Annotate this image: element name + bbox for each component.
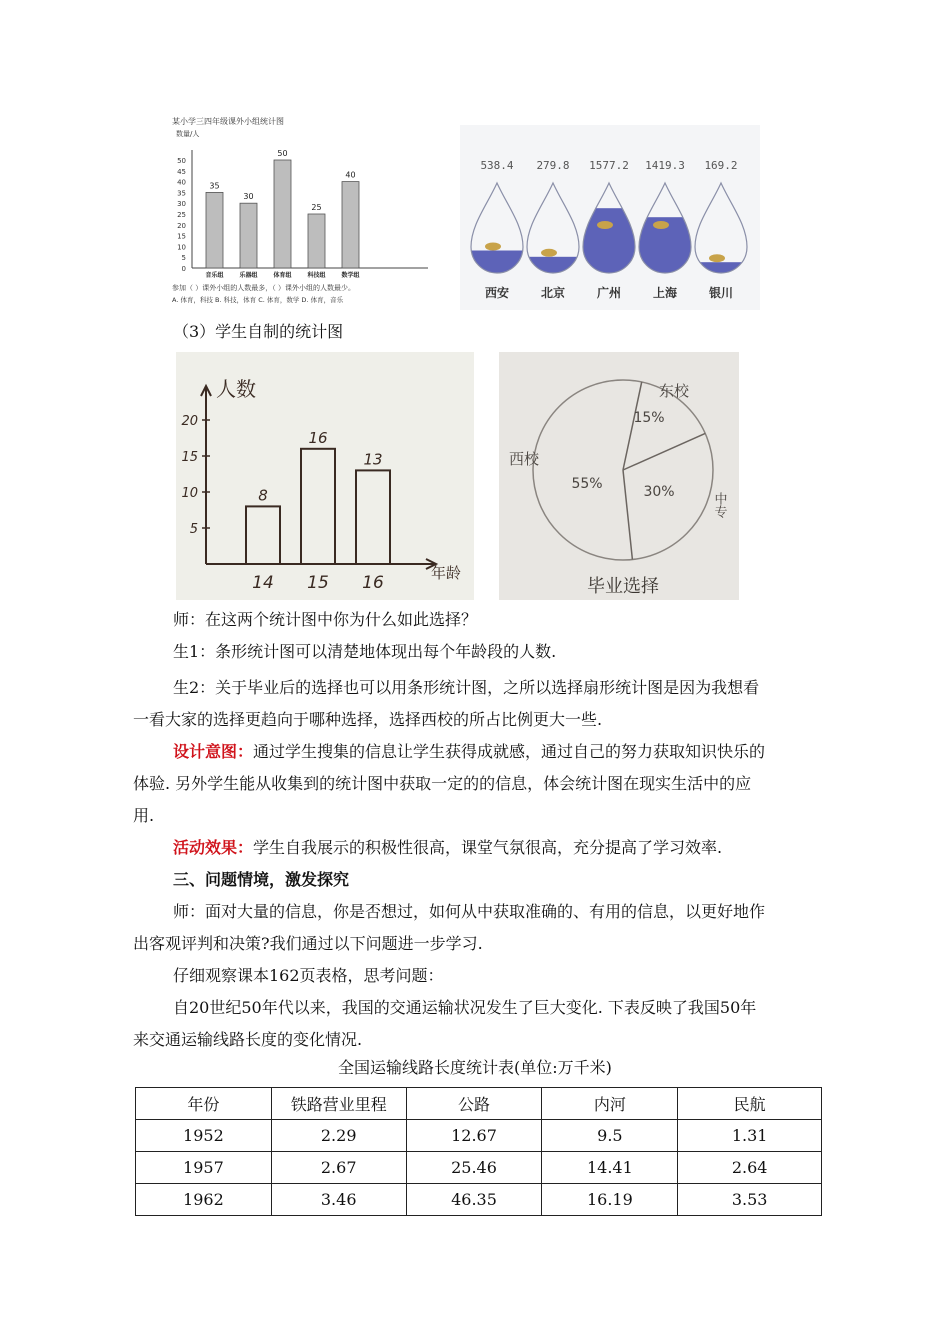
student2-answer-line2: 一看大家的选择更趋向于哪种选择，选择西校的所占比例更大一些.	[133, 710, 603, 729]
context-line1: 自20世纪50年代以来，我国的交通运输状况发生了巨大变化. 下表反映了我国50年	[173, 998, 757, 1017]
slice-divider	[623, 470, 632, 560]
table-cell: 1.31	[678, 1120, 822, 1152]
bar	[301, 449, 335, 564]
y-axis-label: 人数	[216, 377, 256, 401]
design-intent-line2: 体验. 另外学生能从收集到的统计图中获取一定的的信息，体会统计图在现实生活中的应	[133, 774, 752, 793]
col-railway: 铁路营业里程	[271, 1088, 406, 1120]
table-cell: 1957	[136, 1152, 272, 1184]
table-row	[136, 1120, 822, 1152]
rainfall-value: 279.8	[536, 159, 570, 172]
table-row	[136, 1152, 822, 1184]
bar-value-label: 35	[209, 181, 220, 191]
bar-value-label: 50	[277, 149, 288, 158]
table-cell: 3.53	[678, 1184, 822, 1216]
y-tick-label: 10	[181, 486, 198, 501]
table-title: 全国运输线路长度统计表(单位:万千米)	[338, 1058, 612, 1077]
chart-title: 某小学三四年级课外小组统计图	[172, 117, 284, 126]
y-tick-label: 35	[177, 189, 186, 198]
table-cell: 1952	[136, 1120, 272, 1152]
chart-title: 毕业选择	[587, 576, 659, 597]
x-tick-label: 15	[307, 573, 329, 593]
rainfall-value: 169.2	[704, 159, 738, 172]
table-cell: 25.46	[406, 1152, 542, 1184]
bar-value-label: 40	[345, 170, 356, 180]
teacher-intro-line1: 师：面对大量的信息，你是否想过，如何从中获取准确的、有用的信息，以更好地作	[173, 902, 766, 921]
x-tick-label: 音乐组	[205, 272, 224, 279]
sub3-heading: （3）学生自制的统计图	[173, 322, 344, 341]
table-cell: 3.46	[271, 1184, 406, 1216]
club-bar-chart	[170, 112, 458, 312]
bar	[240, 203, 257, 268]
drop-decoration	[653, 221, 669, 229]
y-tick-label: 15	[177, 232, 186, 241]
bar-value-label: 13	[363, 450, 383, 469]
rainfall-value: 1577.2	[589, 159, 629, 172]
rainfall-drops-figure	[460, 125, 760, 310]
activity-effect-label: 活动效果：	[173, 838, 254, 857]
design-intent-line1: 设计意图：通过学生搜集的信息让学生获得成就感，通过自己的努力获取知识快乐的	[173, 742, 766, 761]
slice-divider	[623, 433, 705, 470]
x-axis-label: 年龄	[431, 564, 462, 582]
slice-percent-label: 55%	[571, 476, 603, 492]
bar-value-label: 8	[258, 486, 268, 505]
table-cell: 16.19	[542, 1184, 678, 1216]
context-line2: 来交通运输线路长度的变化情况.	[133, 1030, 363, 1049]
handmade-bar-chart	[176, 352, 474, 600]
handmade-pie-chart	[499, 352, 739, 600]
x-tick-label: 科技组	[307, 272, 326, 279]
drop-decoration	[541, 249, 557, 257]
bar	[274, 160, 291, 268]
bar	[246, 506, 280, 564]
col-highway: 公路	[406, 1088, 542, 1120]
x-tick-label: 体育组	[273, 272, 292, 279]
city-label: 西安	[484, 286, 510, 300]
table-cell: 14.41	[542, 1152, 678, 1184]
slice-name-label: 中专	[711, 492, 727, 518]
rainfall-value: 1419.3	[645, 159, 685, 172]
question-text: 参加（ ）课外小组的人数最多，（ ）课外小组的人数最少。	[172, 284, 355, 292]
bar-value-label: 25	[311, 203, 322, 212]
x-tick-label: 14	[252, 573, 274, 593]
city-label: 银川	[708, 286, 734, 300]
y-tick-label: 0	[181, 265, 186, 273]
y-tick-label: 5	[189, 522, 198, 537]
bar	[206, 192, 223, 268]
student2-answer-line1: 生2：关于毕业后的选择也可以用条形统计图，之所以选择扇形统计图是因为我想看	[173, 678, 760, 697]
y-tick-label: 50	[177, 157, 186, 165]
design-intent-line3: 用.	[133, 806, 155, 825]
slice-percent-label: 15%	[633, 410, 665, 426]
bar	[356, 470, 390, 564]
teacher-intro-line2: 出客观评判和决策?我们通过以下问题进一步学习.	[133, 934, 483, 953]
student1-answer: 生1：条形统计图可以清楚地体现出每个年龄段的人数.	[173, 642, 557, 661]
x-tick-label: 乐器组	[239, 272, 258, 279]
bar-value-label: 16	[308, 428, 328, 447]
table-header-row	[136, 1088, 822, 1120]
table-cell: 2.64	[678, 1152, 822, 1184]
y-tick-label: 25	[177, 211, 186, 219]
drop-decoration	[485, 243, 501, 251]
bar	[308, 214, 325, 268]
rainfall-value: 538.4	[480, 159, 514, 172]
table-cell: 2.29	[271, 1120, 406, 1152]
y-tick-label: 20	[177, 221, 186, 230]
table-cell: 1962	[136, 1184, 272, 1216]
city-label: 广州	[596, 286, 622, 300]
water-fill	[470, 251, 524, 276]
transport-table	[135, 1087, 822, 1216]
drop-decoration	[597, 221, 613, 229]
y-tick-label: 20	[181, 414, 198, 429]
col-river: 内河	[542, 1088, 678, 1120]
options-text: A. 体育，科技 B. 科技，体育 C. 体育，数学 D. 体育，音乐	[172, 296, 344, 304]
section-3-heading: 三、问题情境，激发探究	[173, 870, 350, 889]
y-tick-label: 5	[181, 254, 186, 263]
city-label: 上海	[652, 286, 678, 300]
bar-value-label: 30	[243, 192, 254, 202]
y-axis-label: 数量/人	[176, 130, 200, 138]
y-tick-label: 15	[181, 450, 198, 465]
water-fill	[526, 257, 580, 275]
drop-decoration	[709, 254, 725, 262]
y-tick-label: 45	[177, 167, 186, 176]
table-cell: 12.67	[406, 1120, 542, 1152]
handmade-bar-chart-photo	[176, 352, 474, 600]
y-tick-label: 30	[177, 200, 186, 209]
teacher-question: 师：在这两个统计图中你为什么如此选择？	[173, 610, 478, 629]
city-label: 北京	[540, 286, 566, 300]
observe-instruction: 仔细观察课本162页表格，思考问题：	[173, 966, 444, 985]
col-year: 年份	[136, 1088, 272, 1120]
col-aviation: 民航	[678, 1088, 822, 1120]
table-row	[136, 1184, 822, 1216]
y-tick-label: 10	[177, 243, 186, 252]
x-tick-label: 数学组	[341, 272, 360, 279]
activity-effect: 活动效果：学生自我展示的积极性很高，课堂气氛很高，充分提高了学习效率.	[173, 838, 723, 857]
club-bar-chart-figure	[170, 112, 458, 312]
y-tick-label: 40	[177, 178, 186, 187]
rainfall-drops-chart	[460, 125, 760, 310]
table-cell: 2.67	[271, 1152, 406, 1184]
table-cell: 46.35	[406, 1184, 542, 1216]
handmade-pie-chart-photo	[499, 352, 739, 600]
x-tick-label: 16	[362, 573, 384, 593]
slice-name-label: 西校	[509, 450, 540, 468]
table-cell: 9.5	[542, 1120, 678, 1152]
slice-name-label: 东校	[659, 382, 690, 400]
design-intent-label: 设计意图：	[173, 742, 254, 761]
bar	[342, 182, 359, 268]
slice-percent-label: 30%	[643, 484, 675, 500]
